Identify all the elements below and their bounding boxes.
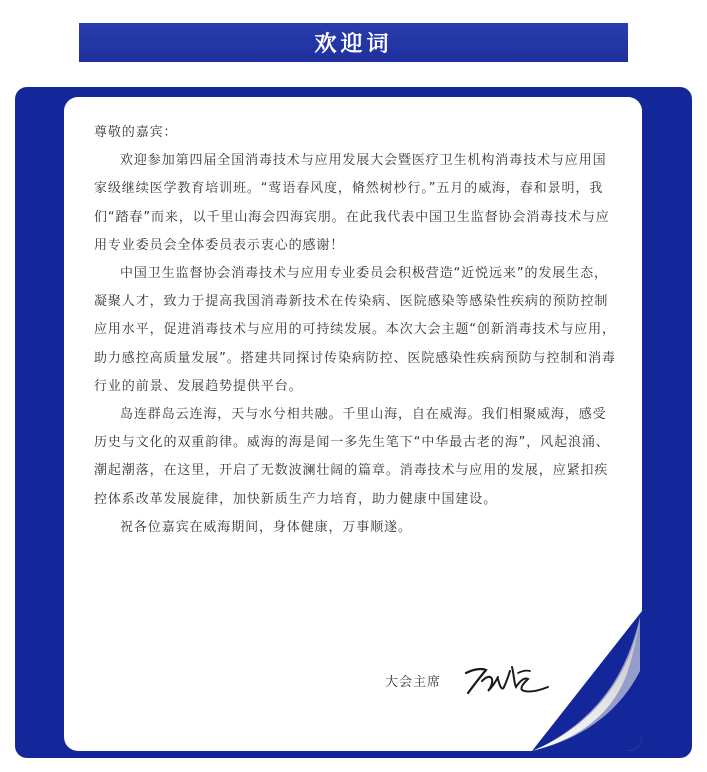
- paragraph-3: 岛连群岛云连海，天与水兮相共融。千里山海，自在威海。我们相聚威海，感受历史与文化的双重韵律。威海的海是闻一多先生笔下“中华最古老的海”，风起浪涌、潮起潮落，在这里，开启了无数波澜壮阔的篇章。消毒技术与应用的发展，应紧扣疾控体系改革发展旋律，加快新质生产力培育，助力健康中国建设。: [94, 407, 610, 507]
- chair-label: 大会主席: [385, 675, 442, 690]
- paragraph-1: 欢迎参加第四届全国消毒技术与应用发展大会暨医疗卫生机构消毒技术与应用国家级继续医学教育培训班。“莺语春风度，脩然树杪行。”五月的威海，春和景明，我们“踏春”而来，以千里山海会四海宾朋。在此我代表中国卫生监督协会消毒技术与应用专业委员会全体委员表示衷心的感谢！: [94, 153, 610, 253]
- letter-body: [94, 119, 619, 542]
- salutation: 尊敬的嘉宾：: [94, 125, 178, 140]
- page-curl-decoration: [532, 611, 642, 751]
- paragraph-2: 中国卫生监督协会消毒技术与应用专业委员会积极营造“近悦远来”的发展生态，凝聚人才，致力于提高我国消毒新技术在传染病、医院感染等感染性疾病的预防控制应用水平，促进消毒技术与应用的可持续发展。本次大会主题“创新消毒技术与应用，助力感控高质量发展”。搭建共同探讨传染病防控、医院感染性疾病预防与控制和消毒行业的前景、发展趋势提供平台。: [94, 266, 616, 394]
- paragraph-4: 祝各位嘉宾在威海期间，身体健康，万事顺遂。: [120, 519, 412, 535]
- letter-page: [64, 97, 642, 751]
- header-title-bar: [79, 23, 628, 62]
- page-title: 欢迎词: [314, 32, 393, 57]
